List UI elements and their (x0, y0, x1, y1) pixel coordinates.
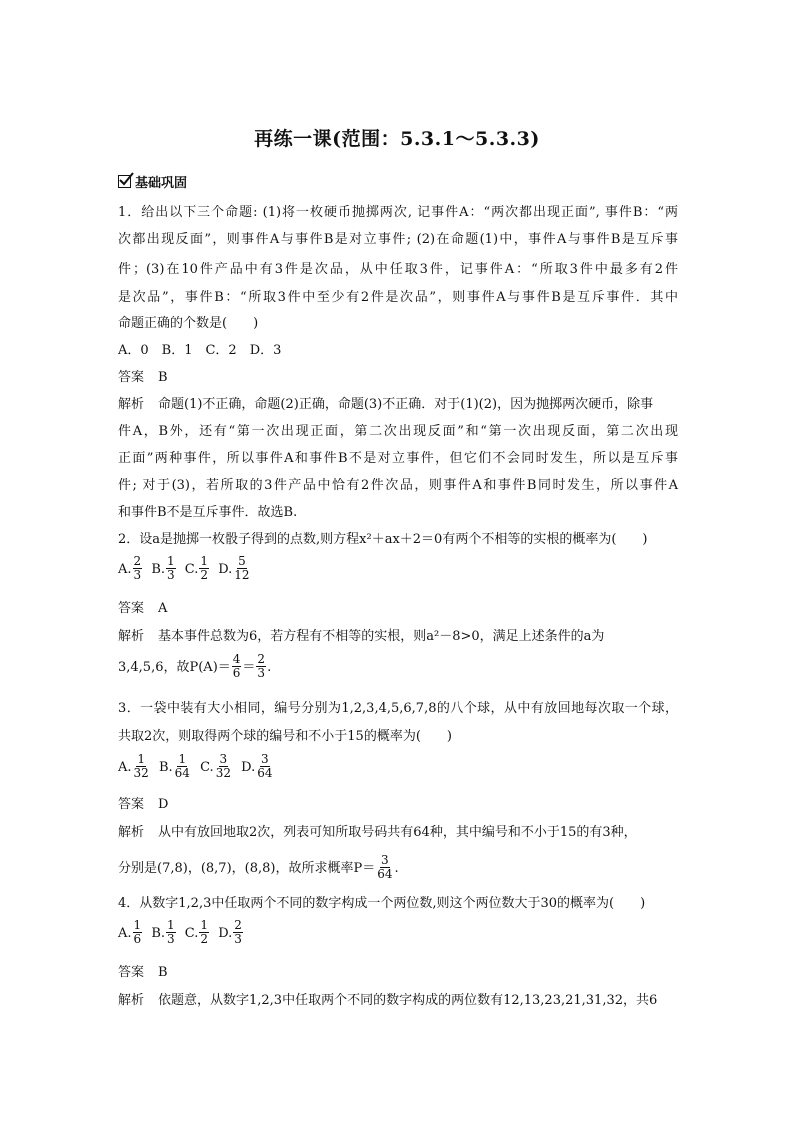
page-title: 再练一课(范围：5.3.1～5.3.3) (254, 128, 540, 150)
q1-analysis-3: 正面”两种事件，所以事件A和事件B不是对立事件，但它们不会同时发生，所以是互斥事 (118, 451, 678, 466)
analysis-label: 解析 (118, 629, 145, 644)
q2-option-a: A. $\frac{2}{3}$ (118, 554, 142, 582)
q2-options (118, 556, 256, 583)
q1-answer (118, 370, 168, 386)
q2-option-d: D. $\frac{5}{12}$ (218, 554, 250, 582)
q3-analysis-text-1: 从中有放回地取2次，列表可知所取号码共有64种，其中编号和不小于15的有3种， (158, 825, 637, 840)
section-label: 基础巩固 (135, 176, 188, 191)
q3-options (118, 754, 278, 781)
q3-option-b: B. $\frac{1}{64}$ (158, 752, 190, 780)
answer-label: 答案 (118, 370, 145, 385)
analysis-label: 解析 (118, 825, 145, 840)
q4-analysis-text-1: 依题意，从数字1,2,3中任取两个不同的数字构成的两位数有12,13,23,21,31,32，共6 (158, 993, 658, 1008)
q3-line-2: 共取2次，则取得两个球的编号和不小于15的概率为( ) (118, 729, 452, 744)
q2-fraction-2: $\frac{2}{3}$ (257, 652, 266, 680)
analysis-label: 解析 (118, 993, 145, 1008)
q2-stem: 2．设a是抛掷一枚骰子得到的点数,则方程x²＋ax＋2＝0有两个不相等的实根的概率为( ) (118, 532, 648, 547)
q4-answer-value: B (158, 965, 168, 980)
q1-line-1: 1．给出以下三个命题: (1)将一枚硬币抛掷两次, 记事件A：“两次都出现正面”, 事件B：“两 (118, 205, 678, 220)
q3-analysis-2: 分别是(7,8)，(8,7)，(8,8)，故所求概率P＝ $\frac{3}{64}$ . (118, 853, 399, 881)
q1-line-5: 命题正确的个数是( ) (118, 316, 259, 331)
q1-options: A．0 B．1 C．2 D．3 (118, 343, 282, 358)
q2-fraction-1: $\frac{4}{6}$ (232, 652, 241, 680)
q1-analysis-4: 件; 对于(3)，若所取的3件产品中恰有2件次品，则事件A和事件B同时发生，所以事件A (118, 478, 678, 493)
q1-analysis-5: 和事件B不是互斥事件．故选B. (118, 505, 298, 520)
q2-answer-value: A (158, 601, 168, 616)
q4-analysis-1 (118, 993, 657, 1009)
answer-label: 答案 (118, 797, 145, 812)
q3-analysis-1 (118, 825, 637, 841)
q1-line-4: 是次品”，事件B：“所取3件中至少有2件是次品”，则事件A与事件B是互斥事件．其中 (118, 290, 678, 305)
q4-option-b: B. $\frac{1}{3}$ (151, 918, 175, 946)
q4-options (118, 920, 248, 947)
q2-analysis-text-1: 基本事件总数为6，若方程有不相等的实根，则a²－8>0，满足上述条件的a为 (158, 629, 605, 644)
answer-label: 答案 (118, 965, 145, 980)
checkbox-icon (118, 175, 131, 188)
q1-answer-value: B (158, 370, 168, 385)
q3-answer-value: D (158, 797, 169, 812)
q2-option-b: B. $\frac{1}{3}$ (151, 554, 175, 582)
q3-option-c: C. $\frac{3}{32}$ (200, 752, 231, 780)
q1-analysis-2: 件A，B外，还有“第一次出现正面，第二次出现反面”和“第一次出现反面，第二次出现 (118, 424, 678, 439)
q4-option-a: A. $\frac{1}{6}$ (118, 918, 142, 946)
q4-option-d: D. $\frac{2}{3}$ (218, 918, 242, 946)
q3-option-d: D. $\frac{3}{64}$ (241, 752, 273, 780)
q1-line-3: 件；(3)在10件产品中有3件是次品，从中任取3件，记事件A：“所取3件中最多有2件 (118, 262, 678, 277)
q4-answer (118, 965, 168, 981)
answer-label: 答案 (118, 601, 145, 616)
q3-fraction: $\frac{3}{64}$ (377, 853, 393, 881)
section-heading (118, 172, 187, 191)
analysis-label: 解析 (118, 397, 145, 412)
q2-analysis-1 (118, 629, 604, 645)
q2-answer (118, 601, 167, 617)
q3-option-a: A. $\frac{1}{32}$ (118, 752, 149, 780)
q3-answer (118, 797, 168, 813)
q2-analysis-2: 3,4,5,6，故P(A)＝ $\frac{4}{6}$ ＝ $\frac{2}{3}$ . (118, 652, 272, 680)
q1-line-2: 次都出现反面”，则事件A与事件B是对立事件; (2)在命题(1)中，事件A与事件B是互斥事 (118, 232, 678, 247)
q4-stem: 4．从数字1,2,3中任取两个不同的数字构成一个两位数,则这个两位数大于30的概率为( ) (118, 896, 646, 911)
q1-analysis-1 (118, 397, 653, 413)
q2-option-c: C. $\frac{1}{2}$ (184, 554, 209, 582)
q1-analysis-text-1: 命题(1)不正确，命题(2)正确，命题(3)不正确．对于(1)(2)，因为抛掷两次硬币，除事 (158, 397, 654, 412)
q3-line-1: 3．一袋中装有大小相同，编号分别为1,2,3,4,5,6,7,8的八个球，从中有放回地每次取一个球， (118, 701, 678, 716)
q4-option-c: C. $\frac{1}{2}$ (184, 918, 209, 946)
